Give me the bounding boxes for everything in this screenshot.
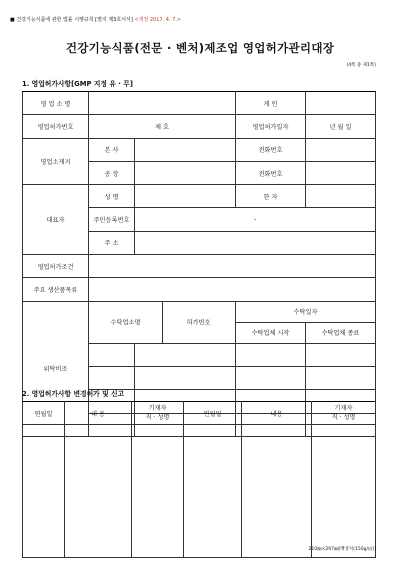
business-name-label: 영 업 소 명 [23, 92, 89, 115]
bullet: ■ [10, 17, 15, 23]
law-reference: 건강기능식품에 관한 법률 시행규칙 [별지 제3호서식] [16, 17, 133, 23]
hanja-value[interactable] [306, 185, 376, 208]
log-cell[interactable] [184, 425, 242, 558]
address-label: 주 소 [89, 231, 135, 254]
form-reference [10, 16, 181, 23]
col-recorder-1: 기재자 직 · 성명 [132, 402, 184, 425]
consign-cell[interactable] [236, 366, 306, 389]
log-cell[interactable] [132, 425, 184, 558]
factory-label: 공 장 [89, 161, 135, 184]
log-cell[interactable] [242, 425, 312, 558]
document-title: 건강기능식품(전문 · 벤처)제조업 영업허가관리대장 [65, 41, 335, 55]
contract-end-label: 수탁업체 종료 [306, 322, 376, 343]
ceo-label: 게 인 [236, 92, 306, 115]
col-content-1: 내 용 [65, 402, 132, 425]
conditions-label: 영업허가조건 [23, 255, 89, 278]
log-cell[interactable] [23, 425, 65, 558]
paper-spec: 210㎜×297㎜[백상지(150g/㎡)] [308, 547, 376, 552]
revision-note: <개정 2017. 4. 7.> [134, 17, 182, 23]
representative-label: 대표자 [23, 185, 89, 255]
ceo-value[interactable] [306, 92, 376, 115]
log-cell[interactable] [312, 425, 376, 558]
contract-date-label: 수탁일자 [236, 301, 376, 322]
resident-no-value[interactable]: - [135, 208, 376, 231]
main-products-value[interactable] [89, 278, 376, 301]
phone1-value[interactable] [306, 138, 376, 161]
head-office-label: 본 사 [89, 138, 135, 161]
factory-value[interactable] [135, 161, 236, 184]
consign-cell[interactable] [135, 366, 236, 389]
consign-cell[interactable] [89, 366, 135, 389]
main-products-label: 주요 생산품목류 [23, 278, 89, 301]
log-cell[interactable] [65, 425, 132, 558]
consign-cell[interactable] [306, 366, 376, 389]
col-recorder-2: 기재자 직 · 성명 [312, 402, 376, 425]
permit-table [22, 91, 376, 437]
resident-no-label: 주민등록번호 [89, 208, 135, 231]
contractor-name-header [89, 301, 236, 343]
contractor-permit-label: 허가번호 [186, 319, 211, 327]
conditions-value[interactable] [89, 255, 376, 278]
consign-cell[interactable] [89, 343, 135, 366]
phone2-label: 전화번호 [236, 161, 306, 184]
consignment-label: 위탁비조 [23, 301, 89, 436]
section1-heading: 1. 영업허가사항[GMP 지정 유 · 무] [22, 80, 133, 88]
phone1-label: 전화번호 [236, 138, 306, 161]
consign-cell[interactable] [135, 343, 236, 366]
head-office-value[interactable] [135, 138, 236, 161]
section2-heading: 2. 영업허가사항 변경허가 및 신고 [22, 390, 125, 398]
name-value[interactable] [135, 185, 236, 208]
permit-no-label: 영업허가번호 [23, 115, 89, 138]
consign-cell[interactable] [236, 343, 306, 366]
name-label: 성 명 [89, 185, 135, 208]
address-value[interactable] [135, 231, 376, 254]
contract-start-label: 수탁업체 시작 [236, 322, 306, 343]
business-name-value[interactable] [89, 92, 236, 115]
phone2-value[interactable] [306, 161, 376, 184]
change-log-table [22, 401, 376, 558]
permit-date-label: 영업허가일자 [236, 115, 306, 138]
location-label: 영업소재지 [23, 138, 89, 185]
consign-cell[interactable] [306, 343, 376, 366]
col-date-2: 연월일 [184, 402, 242, 425]
page-note: (4쪽 중 제1쪽) [346, 63, 376, 68]
contractor-name-label: 수탁업소명 [110, 319, 141, 327]
permit-no-value[interactable]: 제 호 [89, 115, 236, 138]
col-content-2: 내용 [242, 402, 312, 425]
col-date-1: 연월일 [23, 402, 65, 425]
permit-date-value[interactable]: 년 월 일 [306, 115, 376, 138]
hanja-label: 한 자 [236, 185, 306, 208]
